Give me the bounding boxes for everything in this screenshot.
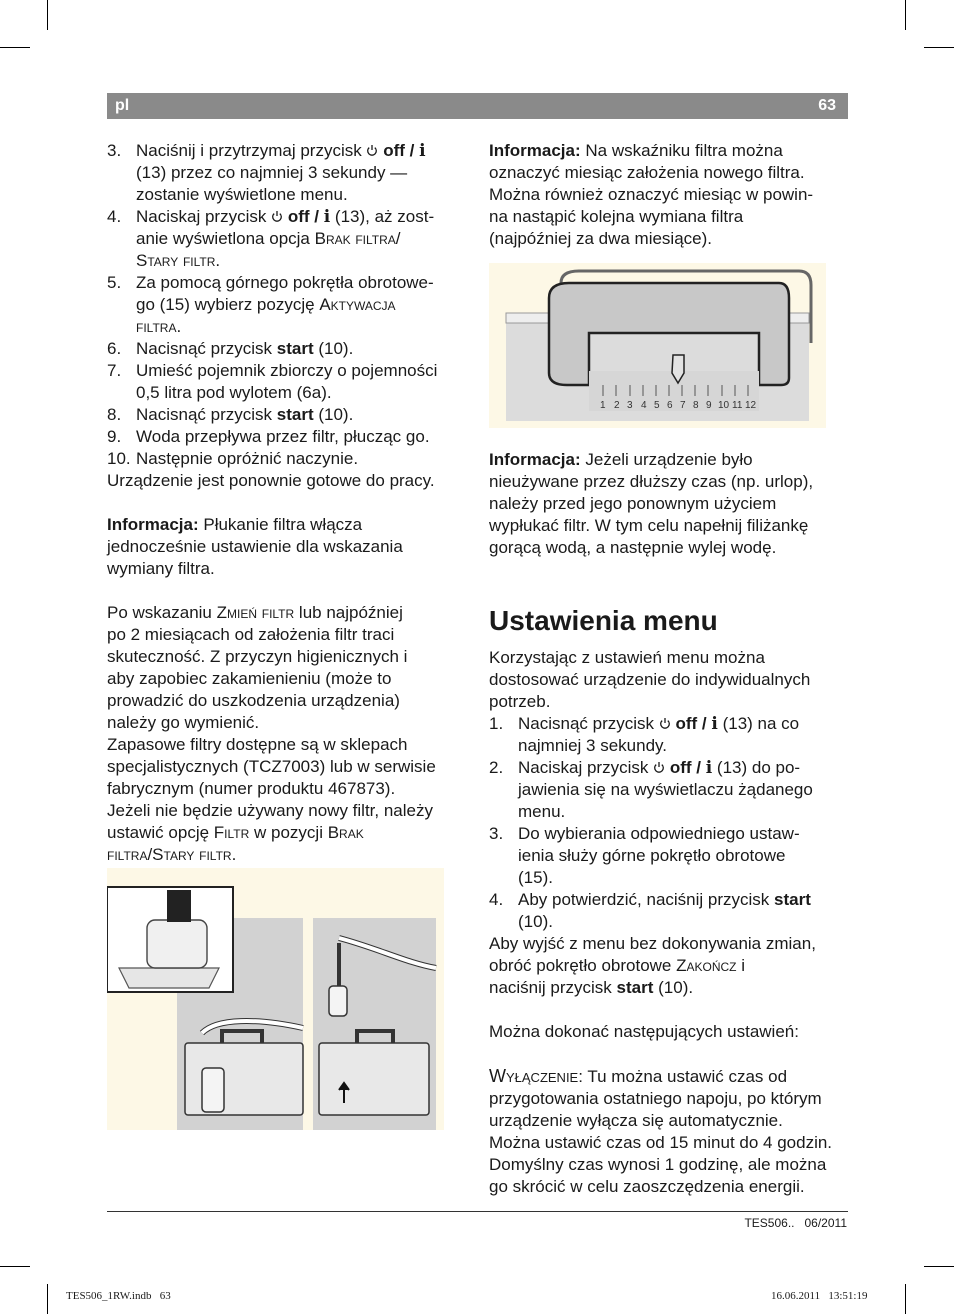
list-item: 6. Nacisnąć przycisk start (10).: [107, 339, 354, 358]
filter-indicator-illustration: [489, 263, 826, 428]
model-code: TES506..: [744, 1216, 795, 1230]
crop-mark: [924, 1266, 954, 1267]
dial-number: 9: [706, 400, 712, 411]
crop-mark: [905, 1284, 906, 1314]
list-item: 2. Naciskaj przycisk off / i (13) do po- jawienia się na wyświetlaczu żądanego menu.: [489, 758, 813, 821]
filter-replacement-paragraph: Po wskazaniu Zmień filtr lub najpóźniej po 2 miesiącach od założenia filtr traci skuteczność. Z przyczyn higienicznych i aby zapobiec zakamienieniu (może to prowadzić do uszkodzenia urządzenia) należy go wymienić. Zapasowe filtry dostępne są w sklepach specjalistycznych (TCZ7003) lub w serwisie fabrycznym (numer produktu 467873). Jeżeli nie będzie używany nowy filtr, należy ustawić opcję Filtr w pozycji Brak filtra/Stary filtr.: [107, 603, 436, 864]
page-header: [107, 93, 848, 119]
page-number: 63: [818, 97, 836, 114]
crop-mark: [0, 1266, 30, 1267]
list-item: 3. Do wybierania odpowiedniego ustaw- ienia służy górne pokrętło obrotowe (15).: [489, 824, 800, 887]
info-paragraph: Informacja: Na wskaźniku filtra można oznaczyć miesiąc założenia nowego filtra. Można również oznaczyć miesiąc w powin- na nastąpić kolejna wymiana filtra (najpóźniej za dwa miesiące).: [489, 141, 814, 248]
procedure-steps: [107, 140, 467, 470]
list-item: 10. Następnie opróżnić naczynie.: [107, 449, 359, 468]
list-item: 8. Nacisnąć przycisk start (10).: [107, 405, 354, 424]
intro-paragraph: Korzystając z ustawień menu można dostosować urządzenie do indywidualnych potrzeb.: [489, 648, 811, 711]
filter-installation-drawing: [107, 868, 444, 1130]
crop-mark: [924, 47, 954, 48]
dial-number: 8: [693, 400, 699, 411]
filter-installation-illustration: [107, 868, 444, 1130]
crop-mark: [47, 1284, 48, 1314]
dial-number: 12: [745, 400, 757, 411]
dial-number: 6: [667, 400, 673, 411]
print-slug-timestamp: 16.06.2011 13:51:19: [771, 1290, 868, 1302]
menu-steps: [489, 713, 851, 933]
list-item: 9. Woda przepływa przez filtr, płucząc go.: [107, 427, 430, 446]
section-heading: Ustawienia menu: [489, 605, 718, 636]
ready-text: Urządzenie jest ponownie gotowe do pracy.: [107, 471, 435, 490]
power-icon: [653, 761, 665, 775]
exit-paragraph: Aby wyjść z menu bez dokonywania zmian, obróć pokrętło obrotowe Zakończ i naciśnij przycisk start (10).: [489, 934, 816, 997]
dial-number: 7: [680, 400, 686, 411]
footer: [744, 1216, 847, 1230]
print-slug-file: TES506_1RW.indb 63: [66, 1290, 171, 1302]
info-glyph: i: [705, 758, 713, 778]
info-glyph: i: [323, 207, 331, 227]
right-column: [489, 140, 851, 250]
left-column: [107, 140, 467, 866]
dial-number: 2: [614, 400, 620, 411]
dial-number: 4: [641, 400, 647, 411]
list-item: 4. Naciskaj przycisk off / i (13), aż zost- anie wyświetlona opcja Brak filtra/ Stary filtr.: [107, 207, 435, 270]
crop-mark: [0, 47, 30, 48]
info-paragraph: Informacja: Płukanie filtra włącza jednocześnie ustawienie dla wskazania wymiany filtra.: [107, 515, 403, 578]
list-item: 4. Aby potwierdzić, naciśnij przycisk start (10).: [489, 890, 811, 931]
edition-date: 06/2011: [804, 1216, 847, 1230]
power-icon: [271, 210, 283, 224]
possible-settings-text: Można dokonać następujących ustawień:: [489, 1022, 799, 1041]
language-code: pl: [115, 97, 130, 114]
crop-mark: [47, 0, 48, 30]
dial-number: 3: [627, 400, 633, 411]
info-glyph: i: [711, 714, 718, 734]
crop-mark: [905, 0, 906, 30]
menu-section: [489, 647, 851, 1198]
dial-number: 1: [600, 400, 606, 411]
list-item: 1. Nacisnąć przycisk off / i (13) na co najmniej 3 sekundy.: [489, 714, 800, 755]
info-glyph: i: [419, 141, 426, 161]
power-icon: [366, 144, 378, 158]
dial-number: 11: [732, 400, 743, 411]
filter-indicator-drawing: [489, 263, 826, 428]
power-icon: [659, 717, 671, 731]
footer-rule: [107, 1211, 848, 1212]
info-paragraph: Informacja: Jeżeli urządzenie było nieużywane przez dłuższy czas (np. urlop), należy przed jego ponownym użyciem wypłukać filtr. W tym celu napełnij filiżankę gorącą wodą, a następnie wylej wodę.: [489, 450, 814, 557]
list-item: 5. Za pomocą górnego pokrętła obrotowe- go (15) wybierz pozycję Aktywacja filtra.: [107, 273, 434, 336]
dial-number: 10: [718, 400, 730, 411]
auto-off-paragraph: Wyłączenie: Tu można ustawić czas od przygotowania ostatniego napoju, po którym urządzenie wyłącza się automatycznie. Można ustawić czas od 15 minut do 4 godzin. Domyślny czas wynosi 1 godzinę, ale można go skrócić w celu zaoszczędzenia energii.: [489, 1066, 833, 1196]
list-item: 3. Naciśnij i przytrzymaj przycisk off / i (13) przez co najmniej 3 sekundy — zostanie wyświetlone menu.: [107, 141, 426, 204]
right-column-lower: [489, 449, 851, 559]
list-item: 7. Umieść pojemnik zbiorczy o pojemności 0,5 litra pod wylotem (6a).: [107, 361, 438, 402]
dial-number: 5: [654, 400, 660, 411]
